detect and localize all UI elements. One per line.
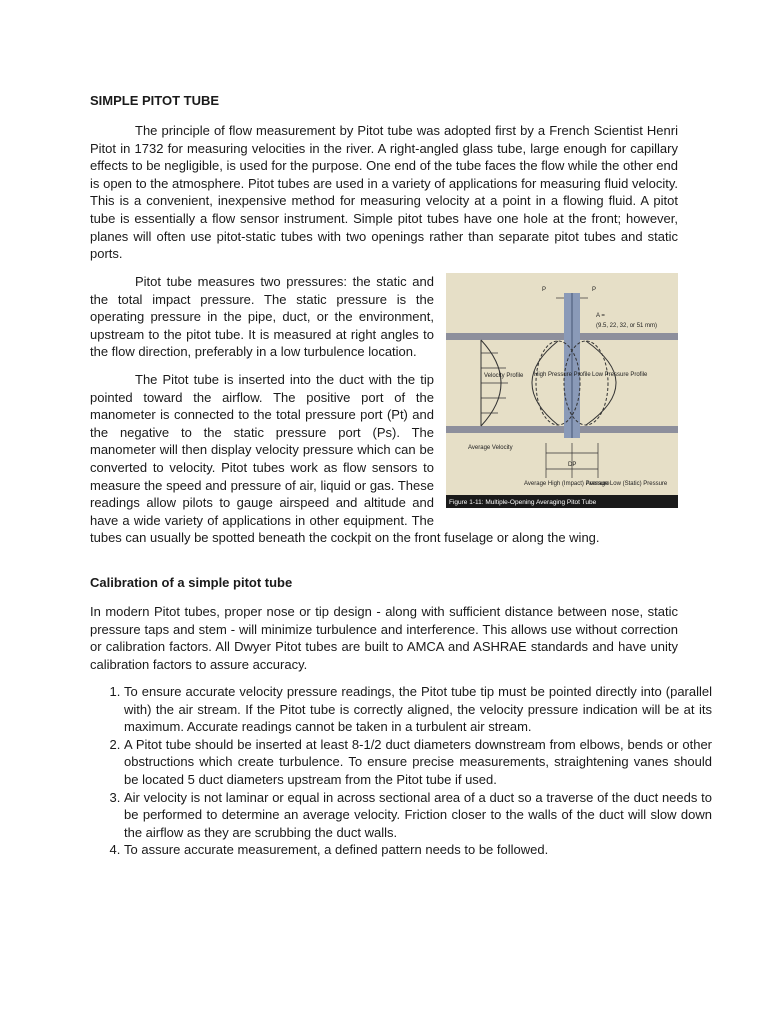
calibration-paragraph: In modern Pitot tubes, proper nose or tip design - along with sufficient distance between nose, static pressure taps and stem - will minimize turbulence and interference. This allows use without correction or calibration factors. All Dwyer Pitot tubes are built to AMCA and ASHRAE standards and have unity calibration factors to assure accuracy. (90, 604, 678, 672)
list-item: 4. To assure accurate measurement, a defined pattern needs to be followed. (124, 841, 712, 859)
duct-wall-bottom (446, 426, 678, 433)
label-ph: P (542, 287, 547, 293)
label-velocity-profile: Velocity Profile (484, 373, 524, 379)
list-item: 2. A Pitot tube should be inserted at least 8-1/2 duct diameters downstream from elbows, bends or other obstructions which create turbulence. To ensure precise measurements, straightening vanes should be located 5 duct diameters upstream from the Pitot tube if used. (124, 736, 712, 789)
label-average-high: Average High (Impact) Pressure (524, 481, 610, 487)
pitot-diagram (446, 273, 678, 508)
pitot-tube-figure (446, 273, 678, 508)
pressure-paragraph: Pitot tube measures two pressures: the static and the total impact pressure. The static pressure is the operating pressure in the pipe, duct, or the environment, upstream to the pitot tube. It is measured at right angles to the flow direction, preferably in a low turbulence location. (90, 274, 434, 360)
calibration-heading: Calibration of a simple pitot tube (90, 575, 293, 590)
page-title: SIMPLE PITOT TUBE (90, 93, 220, 108)
label-high-pressure: High Pressure Profile (534, 372, 591, 378)
list-item: 1. To ensure accurate velocity pressure readings, the Pitot tube tip must be pointed directly into (parallel with) the air stream. If the Pitot tube is correctly aligned, the velocity pressure indication will be at its maximum. Accurate readings cannot be taken in a turbulent air stream. (124, 683, 712, 736)
figure-caption: Figure 1-11: Multiple-Opening Averaging Pitot Tube (449, 499, 597, 506)
label-pl: P (592, 287, 597, 293)
guidelines-list (90, 683, 712, 859)
pitot-description-section (90, 273, 678, 557)
label-formula: A = (596, 313, 605, 319)
intro-paragraph: The principle of flow measurement by Pitot tube was adopted first by a French Scientist Henri Pitot in 1732 for measuring velocities in the river. A right-angled glass tube, large enough for capillary effects to be negligible, is used for the purpose. One end of the tube faces the flow while the other end is open to the atmosphere. Pitot tubes are used in a variety of applications for measuring fluid velocity. This is a convenient, inexpensive method for measuring velocity at a point in a flowing fluid. A pitot tube is essentially a flow sensor instrument. Simple pitot tubes have one hole at the front; however, planes will often use pitot-static tubes with two openings rather than separate pitot tubes and static ports. (90, 123, 678, 262)
label-average-velocity: Average Velocity (468, 445, 513, 451)
label-sizes: (9.5, 22, 32, or 51 mm) (596, 323, 658, 329)
label-dp: DP (568, 462, 577, 468)
duct-wall-top (446, 333, 678, 340)
insertion-paragraph: The Pitot tube is inserted into the duct with the tip pointed toward the airflow. The positive port of the manometer is connected to the total pressure port (Pt) and the negative to the static pressure port (Ps). The manometer will then display velocity pressure which can be converted to velocity. Pitot tubes work as flow sensors to measure the speed and pressure of air, liquid or gas. These readings allow pilots to gauge airspeed and altitude and have a wide variety of applications in other equipment. The tubes can usually be spotted beneath the cockpit on the front fuselage or along the wing. (90, 371, 600, 546)
list-item: 3. Air velocity is not laminar or equal in across sectional area of a duct so a traverse of the duct needs to be performed to determine an average velocity. Friction closer to the walls of the duct will slow down the airflow as they are scrubbing the duct walls. (124, 789, 712, 842)
label-average-low: Average Low (Static) Pressure (586, 481, 668, 487)
label-low-pressure: Low Pressure Profile (592, 372, 648, 378)
